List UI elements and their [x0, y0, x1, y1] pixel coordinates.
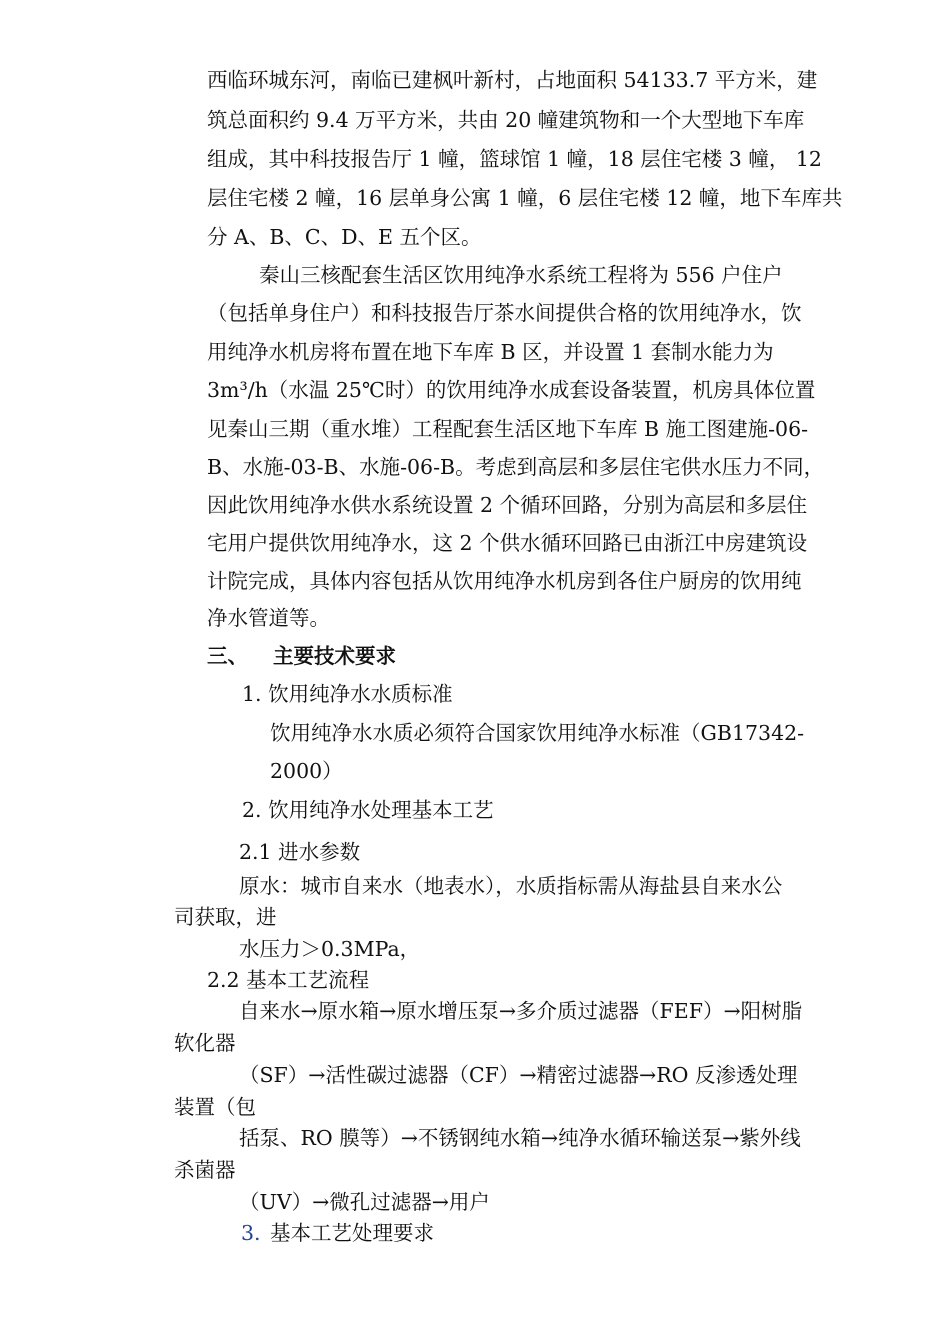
subitem-heading: 2.2 基本工艺流程 [207, 968, 370, 992]
flow-line: （UV）→微孔过滤器→用户 [239, 1190, 490, 1214]
item-body-line: 饮用纯净水水质必须符合国家饮用纯净水标准（GB17342- [270, 721, 805, 745]
flow-line: （SF）→活性碳过滤器（CF）→精密过滤器→RO 反渗透处理 [239, 1063, 798, 1087]
paragraph-line: 计院完成，具体内容包括从饮用纯净水机房到各住户厨房的饮用纯 [207, 569, 802, 593]
flow-line: 自来水→原水箱→原水增压泵→多介质过滤器（FEF）→阳树脂 [239, 999, 803, 1023]
subitem-heading: 2.1 进水参数 [239, 840, 361, 864]
paragraph-line: 分 A、B、C、D、E 五个区。 [207, 225, 482, 249]
item-heading: 1. 饮用纯净水水质标准 [242, 682, 453, 706]
flow-line: 软化器 [174, 1031, 236, 1055]
body-line: 原水：城市自来水（地表水），水质指标需从海盐县自来水公 [239, 874, 783, 898]
paragraph-line: 3m³/h（水温 25℃时）的饮用纯净水成套设备装置，机房具体位置 [207, 378, 816, 402]
section-number: 三、 [207, 644, 248, 668]
flow-line: 装置（包 [174, 1095, 256, 1119]
item-body-line: 2000） [270, 759, 343, 783]
paragraph-line: 层住宅楼 2 幢，16 层单身公寓 1 幢，6 层住宅楼 12 幢，地下车库共 [207, 186, 843, 210]
body-line: 司获取，进 [174, 905, 277, 929]
paragraph-line: 西临环城东河，南临已建枫叶新村，占地面积 54133.7 平方米，建 [207, 68, 818, 92]
item-heading: 基本工艺处理要求 [270, 1221, 434, 1245]
section-title: 主要技术要求 [273, 644, 396, 668]
flow-line: 杀菌器 [174, 1158, 236, 1182]
item-heading: 2. 饮用纯净水处理基本工艺 [242, 798, 494, 822]
paragraph-line: 用纯净水机房将布置在地下车库 B 区，并设置 1 套制水能力为 [207, 340, 774, 364]
paragraph-line: 净水管道等。 [207, 606, 330, 630]
flow-line: 括泵、RO 膜等）→不锈钢纯水箱→纯净水循环输送泵→紫外线 [239, 1126, 801, 1150]
paragraph-line: 筑总面积约 9.4 万平方米，共由 20 幢建筑物和一个大型地下车库 [207, 108, 805, 132]
paragraph-line: B、水施-03-B、水施-06-B。考虑到高层和多层住宅供水压力不同， [207, 455, 825, 479]
paragraph-line: 见秦山三期（重水堆）工程配套生活区地下车库 B 施工图建施-06- [207, 417, 809, 441]
body-line: 水压力＞0.3MPa， [239, 937, 421, 961]
paragraph-line: 宅用户提供饮用纯净水，这 2 个供水循环回路已由浙江中房建筑设 [207, 531, 808, 555]
item-number: 3. [241, 1221, 261, 1245]
paragraph-line: 组成，其中科技报告厅 1 幢，篮球馆 1 幢，18 层住宅楼 3 幢， 12 [207, 147, 822, 171]
paragraph-line: 因此饮用纯净水供水系统设置 2 个循环回路，分别为高层和多层住 [207, 493, 808, 517]
paragraph-line: （包括单身住户）和科技报告厅茶水间提供合格的饮用纯净水，饮 [207, 301, 802, 325]
paragraph-line: 秦山三核配套生活区饮用纯净水系统工程将为 556 户住户 [259, 263, 783, 287]
